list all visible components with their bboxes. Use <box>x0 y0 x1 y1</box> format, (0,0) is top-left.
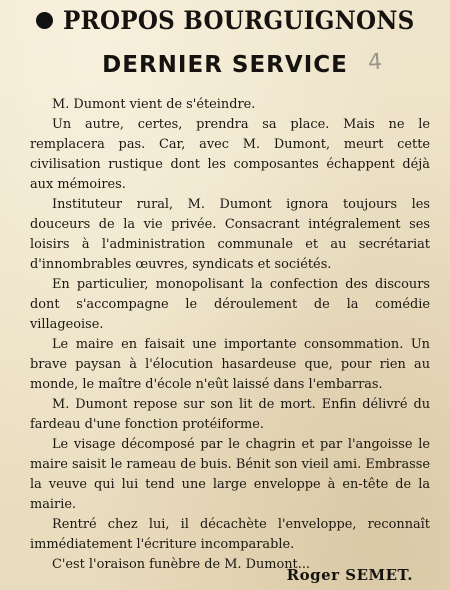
paragraph: Rentré chez lui, il décachète l'enveloppe, reconnaît immédiatement l'écriture incomparable. <box>30 517 430 552</box>
author-byline: Roger SEMET. <box>286 566 413 584</box>
paragraph: M. Dumont repose sur son lit de mort. Enfin délivré du fardeau d'une fonction protéiforme. <box>30 397 430 432</box>
paragraph: Instituteur rural, M. Dumont ignora toujours les douceurs de la vie privée. Consacrant intégralement ses loisirs à l'administration communale et au secrétariat d'innombrables œuvres, syndicats et sociétés. <box>30 197 430 272</box>
article-headline: DERNIER SERVICE <box>102 52 348 78</box>
paragraph: En particulier, monopolisant la confection des discours dont s'accompagne le déroulement de la comédie villageoise. <box>30 277 430 332</box>
column-rubric <box>36 3 445 37</box>
article-body <box>30 95 430 575</box>
rubric-title: PROPOS BOURGUIGNONS <box>63 5 415 35</box>
paragraph: Un autre, certes, prendra sa place. Mais ne le remplacera pas. Car, avec M. Dumont, meurt cette civilisation rustique dont les composantes échappent déjà aux mémoires. <box>30 117 430 192</box>
paragraph: Le maire en faisait une importante consommation. Un brave paysan à l'élocution hasardeuse que, pour rien au monde, le maître d'école n'eût laissé dans l'embarras. <box>30 337 430 392</box>
bullet-icon <box>36 12 53 29</box>
paragraph: Le visage décomposé par le chagrin et par l'angoisse le maire saisit le rameau de buis. Bénit son vieil ami. Embrasse la veuve qui lui tend une large enveloppe à en-tête de la mairie. <box>30 437 430 512</box>
paragraph: M. Dumont vient de s'éteindre. <box>52 97 256 112</box>
paragraph: C'est l'oraison funèbre de M. Dumont... <box>52 557 311 572</box>
handwritten-annotation: 4 <box>367 49 383 76</box>
